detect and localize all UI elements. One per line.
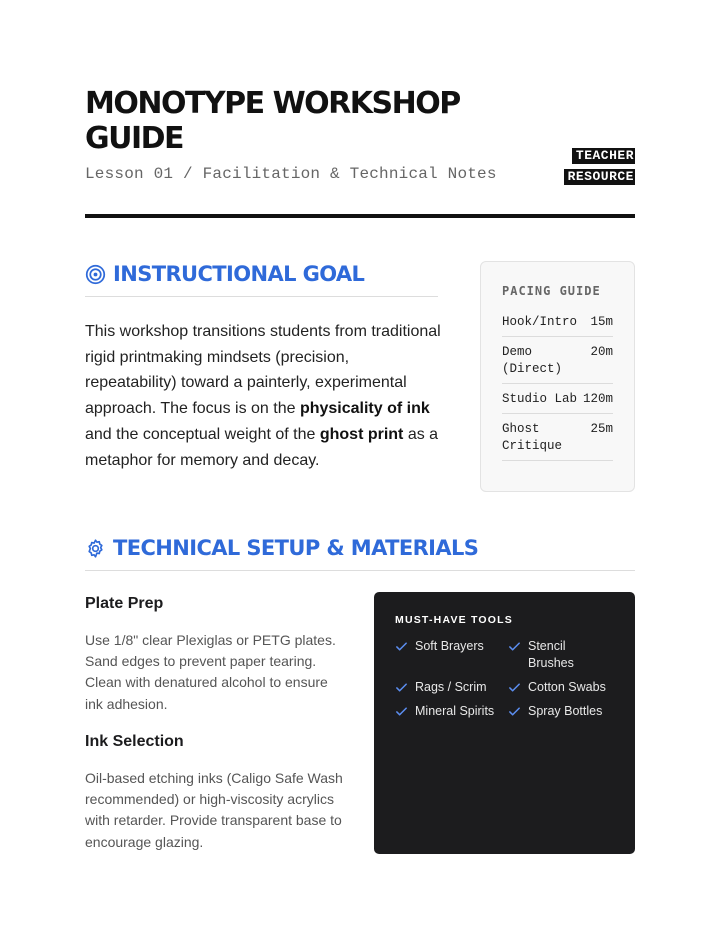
tools-list	[395, 638, 615, 720]
tool-item	[508, 679, 618, 696]
plate-prep-heading: Plate Prep	[85, 595, 164, 612]
tool-label: Soft Brayers	[415, 639, 484, 653]
pacing-activity: Studio Lab	[502, 392, 578, 406]
check-icon	[395, 681, 408, 694]
tool-item	[508, 638, 618, 672]
must-have-tools-card	[374, 592, 635, 854]
pacing-row	[502, 384, 613, 414]
pacing-duration: 15m	[590, 315, 613, 329]
pacing-activity: Demo (Direct)	[502, 345, 563, 376]
check-icon	[508, 705, 521, 718]
plate-prep-text: Use 1/8" clear Plexiglas or PETG plates. Sand edges to prevent paper tearing. Clean with denatured alcohol to ensure ink adhesion.	[85, 632, 336, 712]
goal-text-1: This workshop transitions students from traditional rigid printmaking mindsets (precision, repeatability) toward a painterly, experimental approach. The focus is on the	[85, 323, 441, 418]
check-icon	[395, 640, 408, 653]
pacing-guide-title: PACING GUIDE	[502, 284, 601, 298]
pacing-activity: Ghost Critique	[502, 422, 563, 453]
check-icon	[395, 705, 408, 718]
check-icon	[508, 681, 521, 694]
pacing-guide-card	[480, 261, 635, 492]
pacing-activity: Hook/Intro	[502, 315, 578, 329]
tools-title: MUST-HAVE TOOLS	[395, 614, 513, 626]
gear-icon	[85, 538, 106, 559]
pacing-duration: 120m	[582, 392, 613, 406]
goal-description	[85, 319, 441, 473]
goal-bold-ghost: ghost print	[319, 425, 404, 443]
tool-label: Mineral Spirits	[415, 704, 495, 718]
pacing-row	[502, 414, 613, 461]
pacing-duration: 25m	[590, 422, 613, 436]
tool-label: Cotton Swabs	[528, 680, 606, 694]
goal-divider	[85, 296, 438, 297]
header-divider	[85, 214, 635, 218]
page-subtitle: Lesson 01 / Facilitation & Technical Notes	[85, 165, 497, 183]
page-title: MONOTYPE WORKSHOP GUIDE	[85, 86, 460, 156]
target-icon	[85, 264, 106, 285]
badge-line-2: RESOURCE	[564, 169, 635, 185]
tool-item	[508, 703, 618, 720]
goal-bold-ink: physicality of ink	[299, 400, 430, 418]
materials-heading-row	[85, 536, 478, 560]
tool-item	[395, 679, 508, 696]
badge-line-1: TEACHER	[572, 148, 635, 164]
goal-heading: INSTRUCTIONAL GOAL	[113, 262, 365, 286]
tool-label: Spray Bottles	[528, 704, 603, 718]
tool-item	[395, 638, 508, 672]
teacher-resource-badge	[551, 145, 635, 187]
check-icon	[508, 640, 521, 653]
pacing-row	[502, 307, 613, 337]
goal-heading-row	[85, 262, 364, 286]
materials-divider	[85, 570, 635, 571]
tool-item	[395, 703, 508, 720]
goal-text-3: as a metaphor for memory and decay.	[85, 425, 439, 469]
tool-label: Rags / Scrim	[415, 680, 487, 694]
materials-heading: TECHNICAL SETUP & MATERIALS	[113, 536, 479, 560]
tool-label: Stencil Brushes	[528, 639, 574, 670]
ink-selection-text: Oil-based etching inks (Caligo Safe Wash recommended) or high-viscosity acrylics with retarder. Provide transparent base to encourage glazing.	[85, 770, 343, 850]
pacing-duration: 20m	[590, 345, 613, 359]
goal-text-2: and the conceptual weight of the	[85, 425, 320, 443]
ink-selection-heading: Ink Selection	[85, 733, 184, 750]
pacing-row	[502, 337, 613, 384]
